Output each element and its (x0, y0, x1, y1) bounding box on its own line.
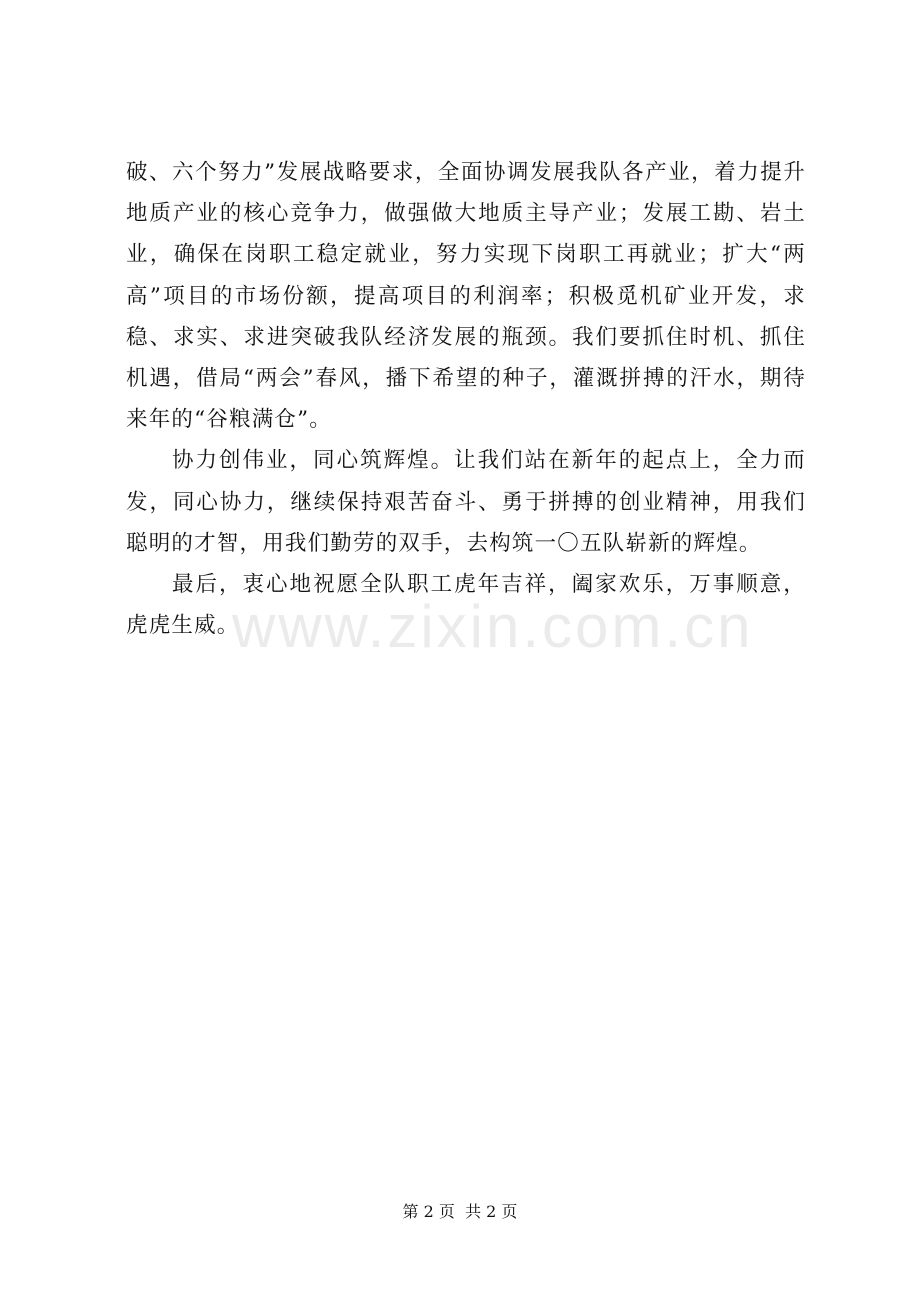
watermark: www.zixin.com.cn (232, 593, 754, 660)
document-body (126, 152, 806, 646)
paragraph: 协力创伟业，同心筑辉煌。让我们站在新年的起点上，全力而发，同心协力，继续保持艰苦奋斗、勇于拼搏的创业精神，用我们聪明的才智，用我们勤劳的双手，去构筑一〇五队崭新的辉煌。 (126, 448, 806, 556)
paragraph-continuation: 破、六个努力”发展战略要求，全面协调发展我队各产业，着力提升地质产业的核心竞争力，做强做大地质主导产业；发展工勘、岩土业，确保在岗职工稳定就业，努力实现下岗职工再就业；扩大“两高”项目的市场份额，提高项目的利润率；积极觅机矿业开发，求稳、求实、求进突破我队经济发展的瓶颈。我们要抓住时机、抓住机遇，借局“两会”春风，播下希望的种子，灌溉拼搏的汗水，期待来年的“谷粮满仓”。 (126, 160, 806, 433)
paragraph-closing: 最后，衷心地祝愿全队职工虎年吉祥，阖家欢乐，万事顺意，虎虎生威。 (126, 572, 806, 639)
page-footer: 第 2 页 共 2 页 (402, 1202, 518, 1221)
